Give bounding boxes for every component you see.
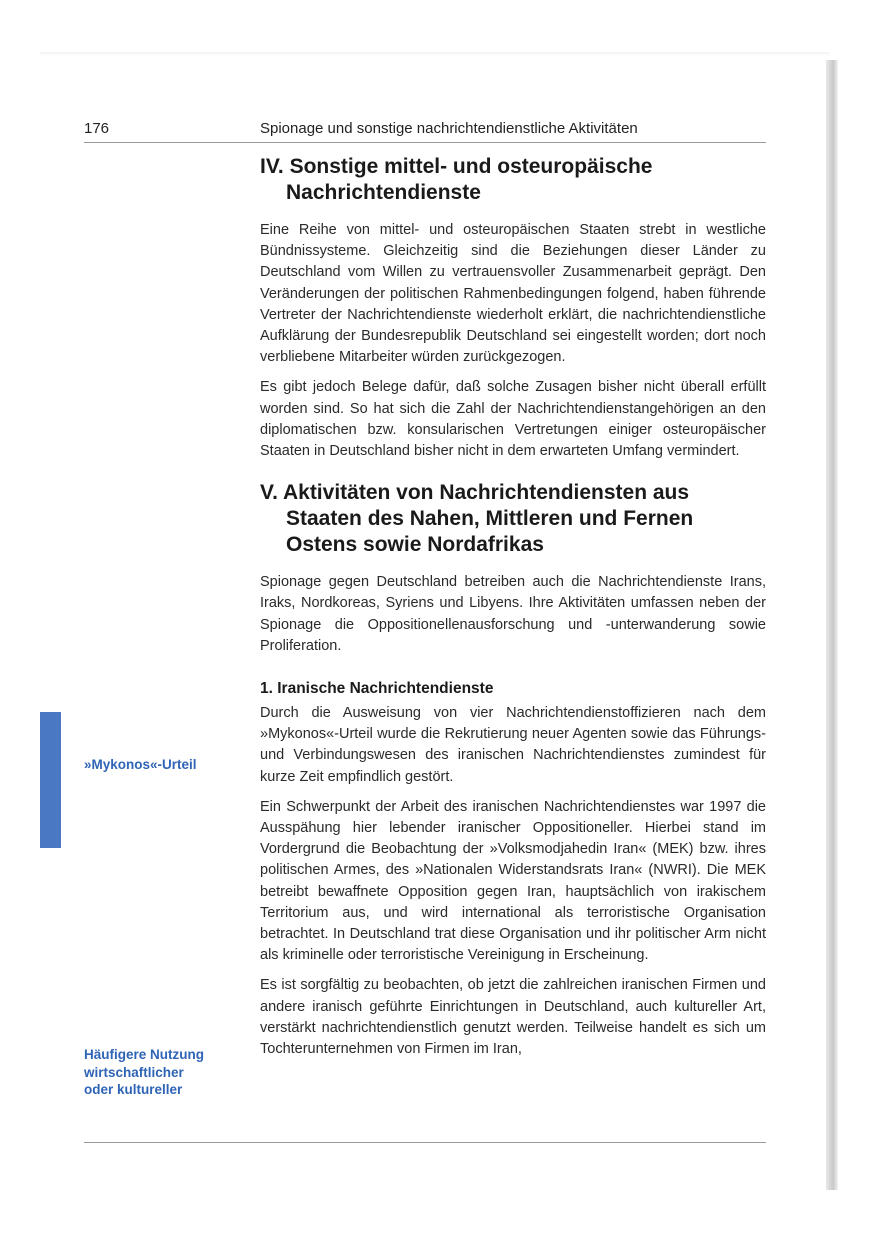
page-edge-top <box>40 52 830 56</box>
sidenote-mykonos: »Mykonos«-Urteil <box>84 757 197 772</box>
subsection-1-heading: 1. Iranische Nachrichtendienste <box>260 680 494 698</box>
section-4-paragraph: Es gibt jedoch Belege dafür, daß solche Zusagen bisher nicht überall erfüllt worden sind. So hat sich die Zahl der Nachrichtendienstangehörigen an den diplomatischen bzw. konsularischen Vertretungen einiger osteuropäischer Staaten in Deutschland bisher nicht in dem erwarteten Umfang vermindert. <box>260 379 766 460</box>
running-title: Spionage und sonstige nachrichtendienstliche Aktivitäten <box>260 120 638 137</box>
subsection-1-paragraph: Es ist sorgfältig zu beobachten, ob jetzt die zahlreichen iranischen Firmen und andere iranisch geführte Einrichtungen in Deutschland, auch kultureller Art, verstärkt nachrichtendienstlich genutzt werden. Teilweise handelt es sich um Tochterunternehmen von Firmen im Iran, <box>260 977 766 1058</box>
section-5-paragraph: Spionage gegen Deutschland betreiben auch die Nachrichtendienste Irans, Iraks, Nordkoreas, Syriens und Libyens. Ihre Aktivitäten umfassen neben der Spionage die Oppositionellenausforschung und -unterwanderung sowie Proliferation. <box>260 574 766 654</box>
sidenote-haeufigere-nutzung: Häufigere Nutzung wirtschaftlicher oder kultureller <box>84 1047 204 1097</box>
page-edge-right <box>826 60 838 1190</box>
section-4-heading: IV. Sonstige mittel- und osteuropäische Nachrichtendienste <box>260 155 653 204</box>
subsection-1 <box>260 679 766 1060</box>
section-5 <box>260 480 766 657</box>
subsection-1-paragraph: Durch die Ausweisung von vier Nachrichtendienstoffizieren nach dem »Mykonos«-Urteil wurde die Rekrutierung neuer Agenten sowie das Führungs- und Verbindungswesen des iranischen Nachrichtendienstes zumindest für kurze Zeit empfindlich gestört. <box>260 705 766 785</box>
section-5-heading: V. Aktivitäten von Nachrichtendiensten aus Staaten des Nahen, Mittleren und Fernen Ostens sowie Nordafrikas <box>260 481 694 557</box>
section-4 <box>260 154 766 462</box>
section-4-paragraph: Eine Reihe von mittel- und osteuropäischen Staaten strebt in westliche Bündnissysteme. Gleichzeitig sind die Beziehungen dieser Länder zu Deutschland vom Willen zu vertrauensvoller Zusammenarbeit geprägt. Den Veränderungen der politischen Rahmenbedingungen folgend, haben führende Vertreter der Nachrichtendienste wiederholt erklärt, die nachrichtendienstliche Aufklärung der Bundesrepublik Deutschland sei eingestellt worden; dort noch verbliebene Mitarbeiter würden zurückgezogen. <box>260 222 766 366</box>
main-text-column <box>260 154 766 1069</box>
footer-rule <box>84 1142 766 1143</box>
page-header <box>84 118 766 146</box>
page-number: 176 <box>84 120 110 137</box>
header-rule <box>84 142 766 143</box>
chapter-tab-marker <box>40 712 61 848</box>
subsection-1-paragraph: Ein Schwerpunkt der Arbeit des iranischen Nachrichtendienstes war 1997 die Ausspähung hier lebender iranischer Oppositioneller. Hierbei stand im Vordergrund die Beobachtung der »Volksmodjahedin Iran« (MEK) bzw. ihres politischen Armes, des »Nationalen Widerstandsrats Iran« (NWRI). Die MEK betreibt bewaffnete Opposition gegen Iran, hauptsächlich von irakischem Territorium aus, und wird international als terroristische Organisation betrachtet. In Deutschland trat diese Organisation und ihr politischer Arm nicht als kriminelle oder terroristische Vereinigung in Erscheinung. <box>260 798 766 964</box>
